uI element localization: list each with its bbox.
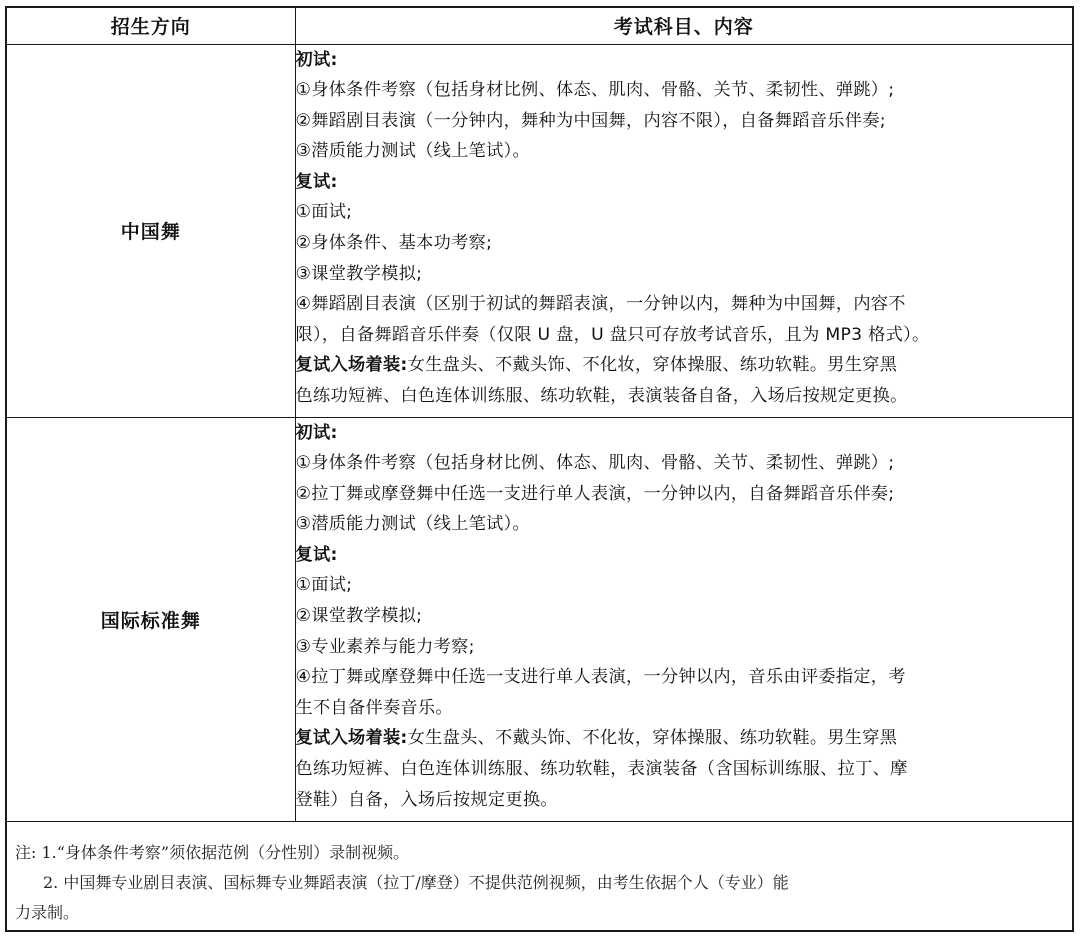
attire-line bbox=[296, 723, 1073, 754]
list-item: ②课堂教学模拟; bbox=[295, 606, 423, 627]
list-item: ③专业素养与能力考察; bbox=[295, 636, 475, 657]
attire-text-continued: 色练功短裤、白色连体训练服、练功软鞋，表演装备（含国标训练服、拉丁、摩 bbox=[295, 759, 908, 780]
header-content: 考试科目、内容 bbox=[295, 8, 1072, 44]
retest-label: 复试: bbox=[295, 544, 338, 565]
list-item: ②舞蹈剧目表演（一分钟内，舞种为中国舞，内容不限），自备舞蹈音乐伴奏; bbox=[295, 110, 886, 131]
list-item: ②身体条件、基本功考察; bbox=[295, 233, 493, 254]
attire-text-continued: 登鞋）自备，入场后按规定更换。 bbox=[295, 789, 558, 810]
header-direction: 招生方向 bbox=[7, 8, 295, 44]
attire-line bbox=[296, 350, 1073, 381]
content-cell bbox=[295, 44, 1072, 417]
preliminary-label: 初试: bbox=[295, 422, 338, 443]
list-item: ④拉丁舞或摩登舞中任选一支进行单人表演，一分钟以内，音乐由评委指定，考 bbox=[295, 667, 906, 688]
table-row bbox=[7, 44, 1072, 417]
attire-label: 复试入场着装: bbox=[295, 728, 408, 749]
list-item: ①身体条件考察（包括身材比例、体态、肌肉、骨骼、关节、柔韧性、弹跳）; bbox=[295, 80, 895, 101]
table-row bbox=[7, 417, 1072, 821]
retest-label: 复试: bbox=[295, 171, 338, 192]
admission-table-frame bbox=[5, 6, 1074, 932]
attire-text: 女生盘头、不戴头饰、不化妆，穿体操服、练功软鞋。男生穿黑 bbox=[407, 728, 898, 749]
table-header-row bbox=[7, 8, 1072, 44]
list-item: ①身体条件考察（包括身材比例、体态、肌肉、骨骼、关节、柔韧性、弹跳）; bbox=[295, 453, 895, 474]
note-line: 2. 中国舞专业剧目表演、国标舞专业舞蹈表演（拉丁/摩登）不提供范例视频，由考生依据个人（专业）能 bbox=[43, 873, 789, 892]
list-item: ①面试; bbox=[295, 575, 353, 596]
direction-cell: 国际标准舞 bbox=[7, 417, 295, 821]
list-item: 限），自备舞蹈音乐伴奏（仅限 U 盘，U 盘只可存放考试音乐，且为 MP3 格式）。 bbox=[295, 324, 930, 345]
attire-text: 女生盘头、不戴头饰、不化妆，穿体操服、练功软鞋。男生穿黑 bbox=[407, 355, 898, 376]
preliminary-label: 初试: bbox=[295, 49, 338, 70]
list-item: ③课堂教学模拟; bbox=[295, 263, 423, 284]
list-item: ③潜质能力测试（线上笔试）。 bbox=[295, 141, 530, 162]
admission-table bbox=[7, 8, 1072, 822]
note-line: 力录制。 bbox=[15, 903, 80, 922]
attire-text-continued: 色练功短裤、白色连体训练服、练功软鞋，表演装备自备，入场后按规定更换。 bbox=[295, 386, 908, 407]
list-item: ①面试; bbox=[295, 202, 353, 223]
direction-cell: 中国舞 bbox=[7, 44, 295, 417]
attire-label: 复试入场着装: bbox=[295, 355, 408, 376]
content-cell bbox=[295, 417, 1072, 821]
list-item: ④舞蹈剧目表演（区别于初试的舞蹈表演，一分钟以内，舞种为中国舞，内容不 bbox=[295, 294, 906, 315]
list-item: 生不自备伴奏音乐。 bbox=[295, 697, 453, 718]
list-item: ②拉丁舞或摩登舞中任选一支进行单人表演，一分钟以内，自备舞蹈音乐伴奏; bbox=[295, 483, 895, 504]
table-notes bbox=[7, 828, 1072, 928]
note-line: 注: 1.“身体条件考察”须依据范例（分性别）录制视频。 bbox=[15, 843, 410, 862]
list-item: ③潜质能力测试（线上笔试）。 bbox=[295, 514, 530, 535]
